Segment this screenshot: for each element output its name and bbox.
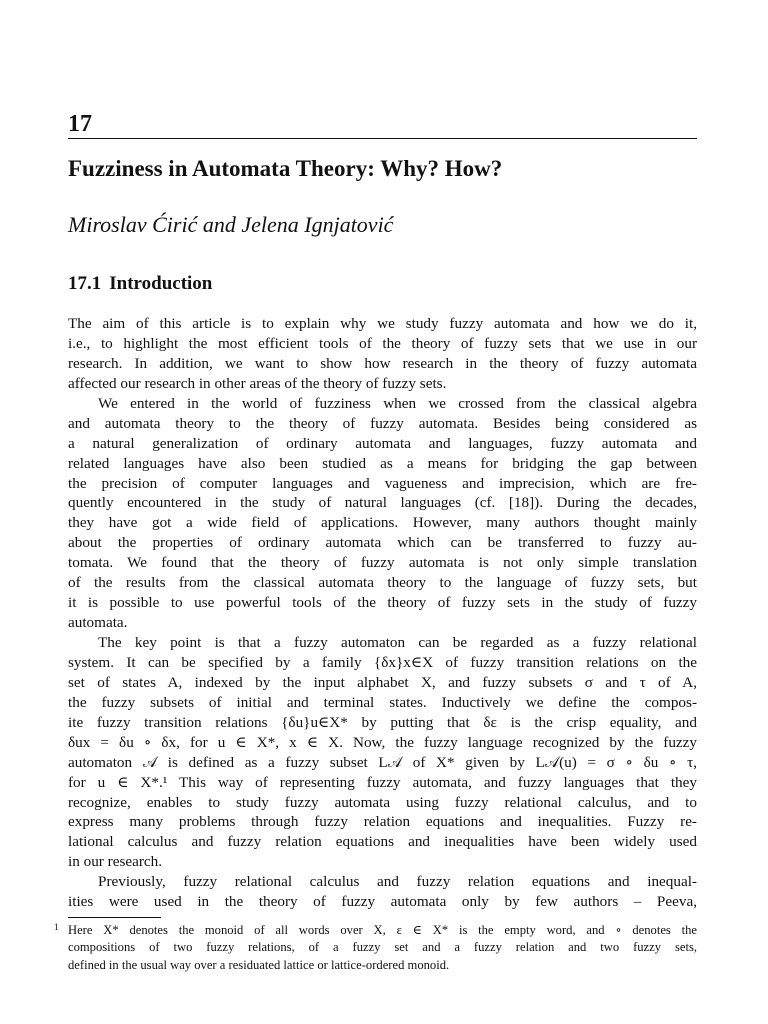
footnote-line: compositions of two fuzzy relations, of a fuzzy set and a fuzzy relation and two fuzzy sets, xyxy=(68,940,697,955)
text-line: it is possible to use powerful tools of the theory of fuzzy sets in the study of fuzzy xyxy=(68,594,697,612)
text-line: lational calculus and fuzzy relation equations and inequalities have been widely used xyxy=(68,833,697,851)
chapter-rule xyxy=(68,138,697,139)
text-line: for u ∈ X*.¹ This way of representing fuzzy automata, and fuzzy languages that they xyxy=(68,773,697,791)
text-line: automata. xyxy=(68,614,128,632)
text-line: automaton 𝒜 is defined as a fuzzy subset L𝒜 of X* given by L𝒜(u) = σ ∘ δu ∘ τ, xyxy=(68,753,697,771)
text-line: research. In addition, we want to show how research in the theory of fuzzy automata xyxy=(68,354,697,372)
text-line: i.e., to highlight the most efficient tools of the theory of fuzzy sets that we use in our xyxy=(68,334,697,352)
text-line: express many problems through fuzzy relation equations and inequalities. Fuzzy re- xyxy=(68,813,697,831)
text-line: the fuzzy subsets of initial and terminal states. Inductively we define the compos- xyxy=(68,693,697,711)
text-line: about the properties of ordinary automata which can be transferred to fuzzy au- xyxy=(68,534,697,552)
footnote xyxy=(54,922,697,974)
footnote-marker: 1 xyxy=(54,923,59,933)
chapter-authors: Miroslav Ćirić and Jelena Ignjatović xyxy=(68,212,394,237)
text-line: quently encountered in the study of natural languages (cf. [18]). During the decades, xyxy=(68,494,697,512)
section-title: Introduction xyxy=(109,273,213,294)
text-line: We entered in the world of fuzziness when we crossed from the classical algebra xyxy=(98,394,697,412)
text-line: system. It can be specified by a family {δx}x∈X of fuzzy transition relations on the xyxy=(68,653,697,671)
text-line: they have got a wide field of applications. However, many authors thought mainly xyxy=(68,514,697,532)
footnote-line: Here X* denotes the monoid of all words over X, ε ∈ X* is the empty word, and ∘ denotes the xyxy=(68,923,697,937)
text-line: the precision of computer languages and vagueness and imprecision, which are fre- xyxy=(68,474,697,492)
chapter-number: 17 xyxy=(68,111,92,137)
text-line: The aim of this article is to explain why we study fuzzy automata and how we do it, xyxy=(68,315,697,332)
footnote-rule xyxy=(68,917,161,918)
text-line: a natural generalization of ordinary automata and languages, fuzzy automata and xyxy=(68,434,697,452)
text-line: Previously, fuzzy relational calculus and fuzzy relation equations and inequal- xyxy=(98,873,697,891)
text-line: tomata. We found that the theory of fuzzy automata is not only simple translation xyxy=(68,554,697,572)
text-line: δux = δu ∘ δx, for u ∈ X*, x ∈ X. Now, the fuzzy language recognized by the fuzzy xyxy=(68,733,697,751)
text-line: affected our research in other areas of the theory of fuzzy sets. xyxy=(68,374,447,392)
footnote-line: defined in the usual way over a residuated lattice or lattice-ordered monoid. xyxy=(68,957,450,972)
section-heading xyxy=(68,272,212,296)
text-line: recognize, enables to study fuzzy automata using fuzzy relational calculus, and to xyxy=(68,793,697,811)
text-line: and automata theory to the theory of fuzzy automata. Besides being considered as xyxy=(68,414,697,432)
text-line: The key point is that a fuzzy automaton can be regarded as a fuzzy relational xyxy=(98,634,697,651)
chapter-title: Fuzziness in Automata Theory: Why? How? xyxy=(68,156,503,181)
text-line: related languages have also been studied as a means for bridging the gap between xyxy=(68,454,697,472)
text-line: in our research. xyxy=(68,853,163,871)
text-line: ite fuzzy transition relations {δu}u∈X* by putting that δε is the crisp equality, and xyxy=(68,713,697,731)
text-line: of the results from the classical automata theory to the language of fuzzy sets, but xyxy=(68,574,697,592)
text-line: set of states A, indexed by the input alphabet X, and fuzzy subsets σ and τ of A, xyxy=(68,673,697,691)
body-text xyxy=(68,314,697,912)
text-line: ities were used in the theory of fuzzy automata only by few authors – Peeva, xyxy=(68,893,697,911)
section-number: 17.1 xyxy=(68,273,102,294)
